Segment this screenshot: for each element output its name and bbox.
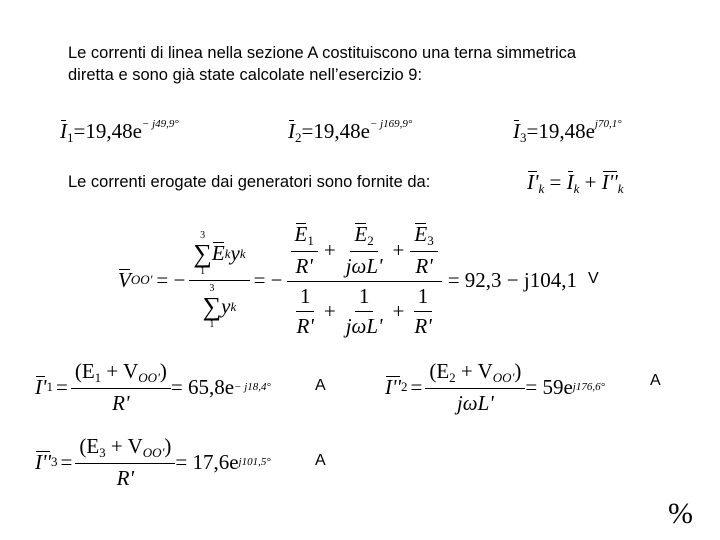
intro-line-1: Le correnti di linea nella sezione A costituiscono una terna simmetrica (68, 44, 577, 62)
current-i1: I' 1 = $\frac{(E_1 + V_{OO'})}{R'}$ = 65,8e − j18,4° (35, 358, 271, 415)
current-i2-unit: A (650, 372, 661, 389)
expanded-fraction: $\frac{E_1}{R'}$ + $\frac{E_2}{\text{jωL'}}$ + $\frac{E_3}{R'}$ $\frac{1}{R'}$ + $\frac{1}{\text{jωL'}}$ + $\frac{1}{R'}$ (287, 222, 442, 339)
sum-fraction: 3 ∑ 1 E k y k 3 ∑ 1 y k (189, 230, 249, 331)
intro-line-2: diretta e sono già state calcolate nell’esercizio 9: (68, 66, 423, 84)
generators-formula: $I'_k = I_k + I''_k$ (527, 170, 624, 196)
generators-text: Le correnti erogate dai generatori sono fornite da: (68, 173, 431, 191)
symbol-i2: I (288, 119, 295, 143)
percent-symbol: % (668, 497, 693, 530)
voltage-formula: V OO' = − 3 ∑ 1 E k y k 3 ∑ 1 y k = − $\frac{E_1}{R'}$ + $\frac{E_2}{\text{jωL'}}$ + $\frac{E_3}{R'}$ $\frac{1}{R'}$ + $\frac{1}{\text{jωL'}}$ + $\frac{1}{R'}$ = 92,3 − j104,1 (118, 221, 577, 338)
line-current-2: $I_2=19,48e^{- j169,9^\circ}$ (288, 118, 413, 145)
line-current-3: $I_3=19,48e^{j70,1^\circ}$ (513, 118, 622, 145)
line-current-1: $I_1=19,48e^{- j49,9^\circ}$ (60, 118, 179, 145)
current-i1-unit: A (315, 377, 326, 394)
current-i3-unit: A (315, 452, 326, 469)
voltage-unit: V (588, 270, 599, 287)
intro-text (68, 42, 708, 86)
current-i3: I'' 3 = $\frac{(E_3 + V_{OO'})}{R'}$ = 17,6e j101,5° (35, 433, 271, 490)
symbol-i1: I (60, 119, 67, 143)
symbol-i3: I (513, 119, 520, 143)
current-i2: I'' 2 = $\frac{(E_2 + V_{OO'})}{\text{jωL'}}$ = 59e j176,6° (385, 358, 605, 415)
